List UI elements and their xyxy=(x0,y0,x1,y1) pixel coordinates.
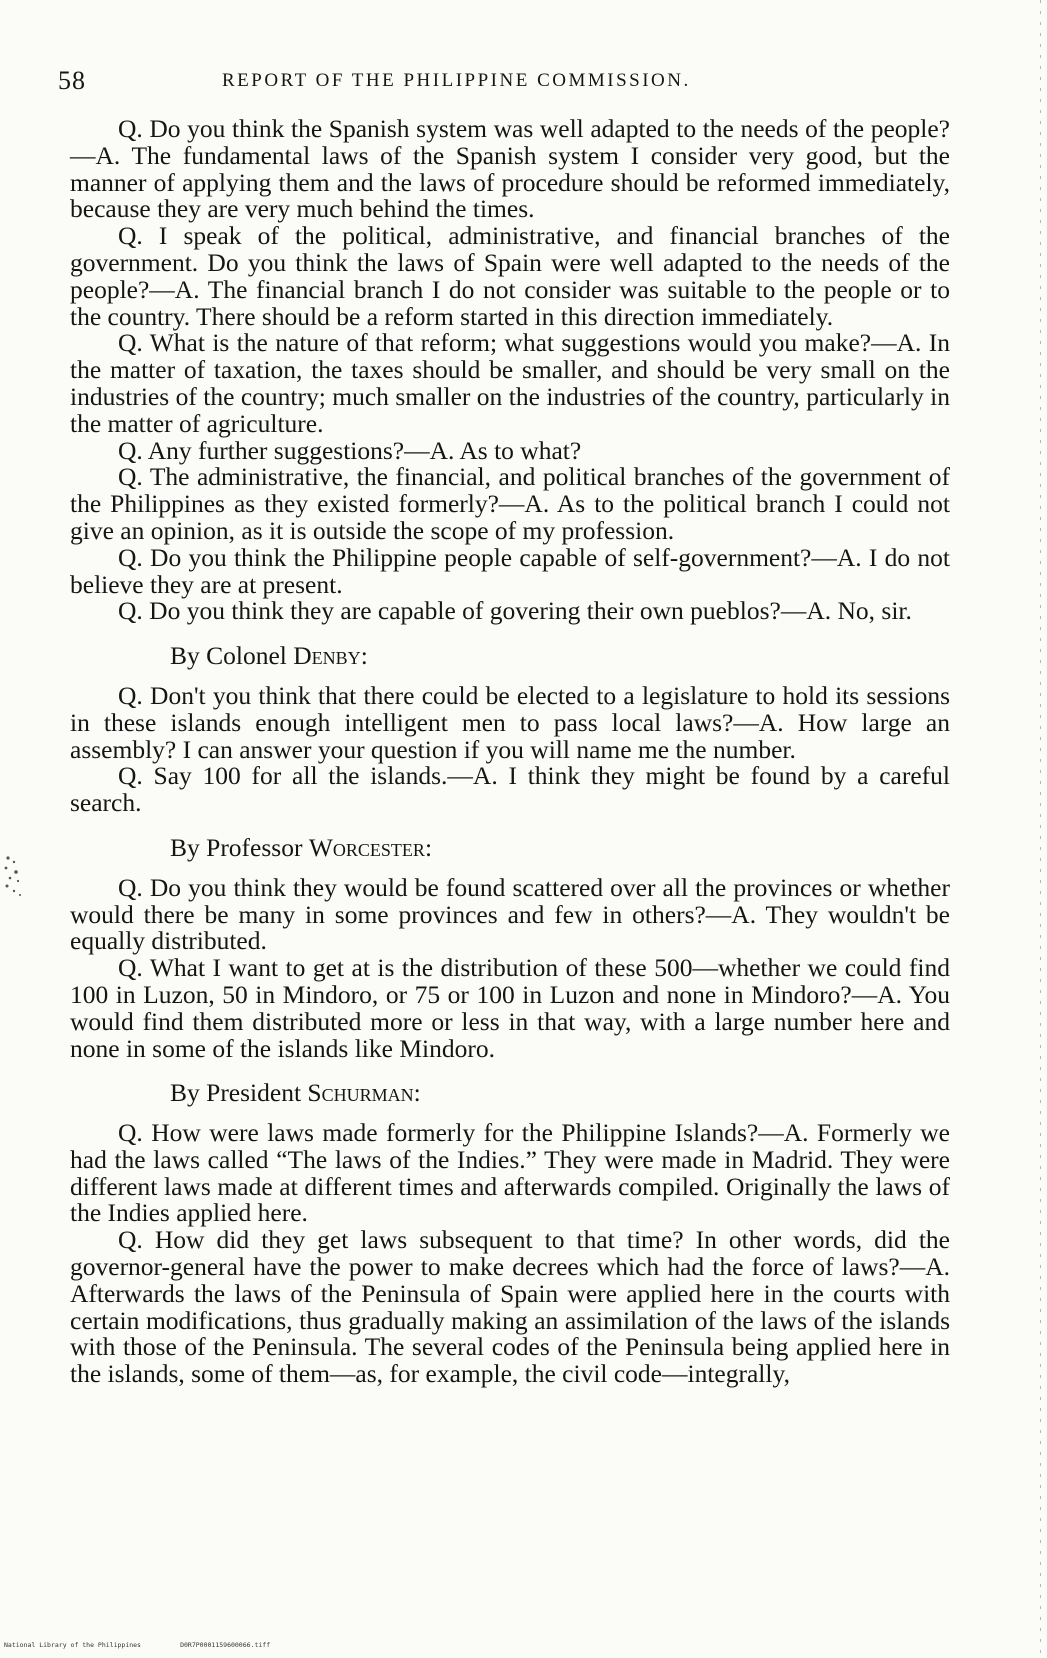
paragraph-q5: Q. The administrative, the financial, and political branches of the government of the Philippines as they existed formerly?—A. As to the political branch I could not give an opinion, as it is outside the scope of my profession. xyxy=(70,462,950,545)
speaker-name: Worcester xyxy=(308,832,425,862)
paragraph-q2: Q. I speak of the political, administrative, and financial branches of the government. Do you think the laws of Spain were well adapted to the needs of the people?—A. The financial branch I do not consider was suitable to the people or to the country. There should be a reform started in this direction immediately. xyxy=(70,221,950,331)
speaker-suffix: : xyxy=(424,832,433,862)
running-title: REPORT OF THE PHILIPPINE COMMISSION. xyxy=(222,70,691,91)
paragraph-q7: Q. Do you think they are capable of govering their own pueblos?—A. No, sir. xyxy=(118,596,912,626)
scan-footer xyxy=(4,1641,270,1649)
paragraph-q12: Q. How were laws made formerly for the Philippine Islands?—A. Formerly we had the laws called “The laws of the Indies.” They were made in Madrid. They were different laws made at different times and afterwards compiled. Originally the laws of the Indies applied here. xyxy=(70,1118,950,1228)
speaker-prefix: By Colonel xyxy=(170,641,294,671)
speaker-heading-denby xyxy=(70,643,950,670)
speaker-name: Schurman xyxy=(307,1078,414,1108)
paragraph-q6: Q. Do you think the Philippine people capable of self-government?—A. I do not believe they are at present. xyxy=(70,542,950,599)
paragraph-q9: Q. Say 100 for all the islands.—A. I think they might be found by a careful search. xyxy=(70,761,950,818)
speaker-prefix: By Professor xyxy=(170,832,309,862)
page-body xyxy=(70,116,950,1388)
speaker-heading-worcester xyxy=(70,832,950,862)
speaker-suffix: : xyxy=(413,1078,421,1108)
speaker-suffix: : xyxy=(360,641,368,671)
scan-edge-dots xyxy=(1040,0,1041,1658)
page-number: 58 xyxy=(58,66,86,95)
speaker-prefix: By President xyxy=(170,1078,308,1108)
paragraph-q13: Q. How did they get laws subsequent to that time? In other words, did the governor-general have the power to make decrees which had the force of laws?—A. Afterwards the laws of the Peninsula of Spain were applied here in the courts with certain modifications, thus gradually making an assimilation of the laws of the islands with those of the Peninsula. The several codes of the Peninsula being applied here in the islands, some of them—as, for example, the civil code—integrally, xyxy=(70,1225,950,1389)
paragraph-q4: Q. Any further suggestions?—A. As to what? xyxy=(118,435,582,465)
scan-source: National Library of the Philippines xyxy=(4,1641,141,1649)
scan-file: D0R7P0001159600066.tiff xyxy=(180,1641,271,1649)
margin-ink-mark xyxy=(0,850,28,902)
paragraph-q10: Q. Do you think they would be found scattered over all the provinces or whether would there be many in some provinces and few in others?—A. They wouldn't be equally distributed. xyxy=(70,872,950,956)
paragraph-q3: Q. What is the nature of that reform; what suggestions would you make?—A. In the matter of taxation, the taxes should be smaller, and should be very small on the industries of the country; much smaller on the industries of the country, particularly in the matter of agriculture. xyxy=(70,328,950,438)
paragraph-q11: Q. What I want to get at is the distribution of these 500—whether we could find 100 in Luzon, 50 in Mindoro, or 75 or 100 in Luzon and none in Mindoro?—A. You would find them distributed more or less in that way, with a large number here and none in some of the islands like Mindoro. xyxy=(70,953,950,1063)
paragraph-q1: Q. Do you think the Spanish system was well adapted to the needs of the people?—A. The fundamental laws of the Spanish system I consider very good, but the manner of applying them and the laws of procedure should be reformed immediately, because they are very much behind the times. xyxy=(70,114,950,224)
speaker-heading-schurman xyxy=(70,1080,950,1107)
speaker-name: Denby xyxy=(293,641,361,671)
paragraph-q8: Q. Don't you think that there could be elected to a legislature to hold its sessions in these islands enough intelligent men to pass local laws?—A. How large an assembly? I can answer your question if you will name me the number. xyxy=(70,680,950,764)
